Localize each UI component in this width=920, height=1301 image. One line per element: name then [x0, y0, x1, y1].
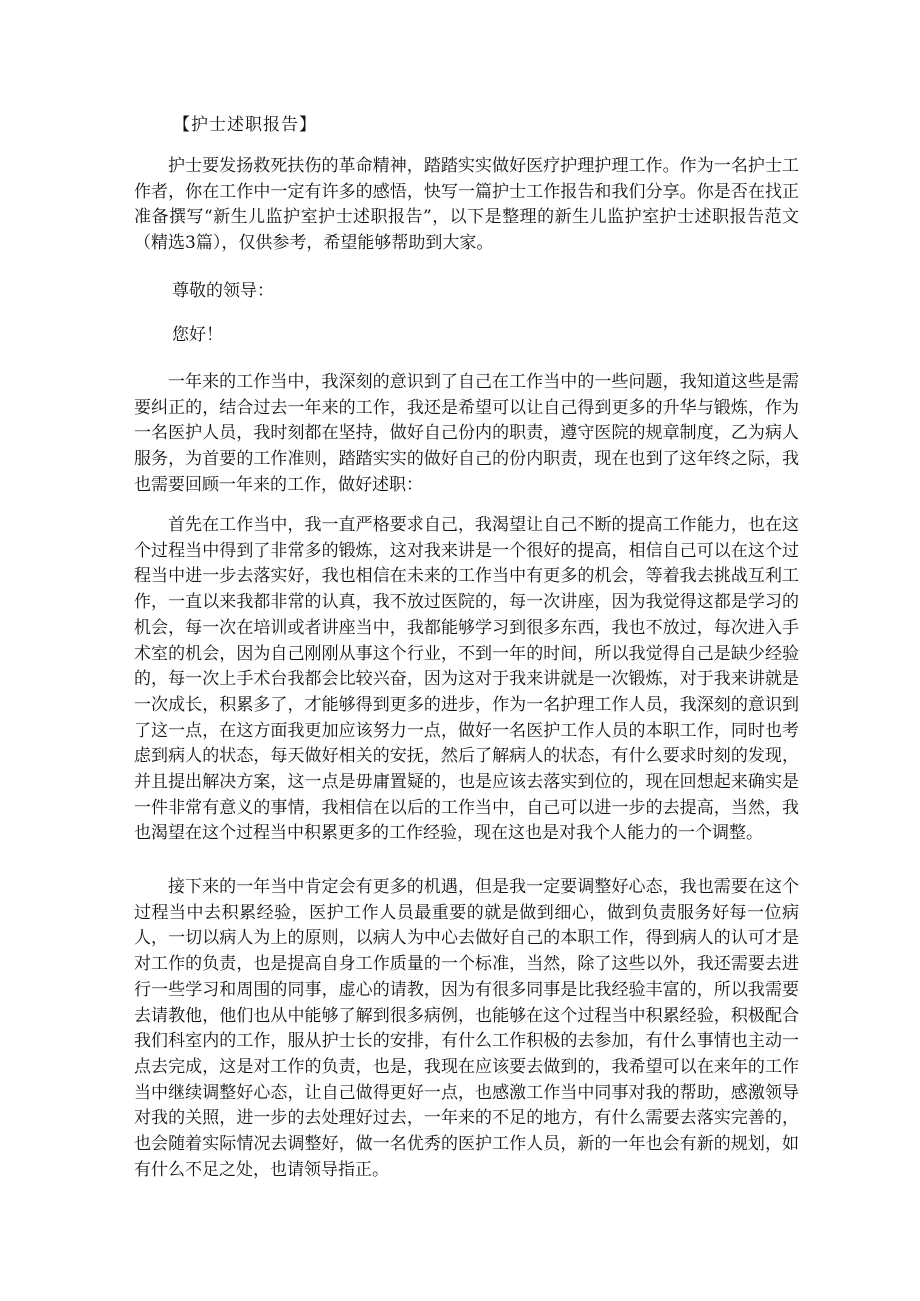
salutation: 尊敬的领导：: [172, 281, 274, 301]
body-paragraph: 首先在工作当中，我一直严格要求自己，我渴望让自己不断的提高工作能力，也在这个过程当中得到了非常多的锻炼，这对我来讲是一个很好的提高，相信自己可以在这个过程当中进一步去落实好，我也相信在未来的工作当中有更多的机会，等着我去挑战互利工作，一直以来我都非常的认真，我不放过医院的，每一次讲座，因为我觉得这都是学习的机会，每一次在培训或者讲座当中，我都能够学习到很多东西，我也不放过，每次进入手术室的机会，因为自己刚刚从事这个行业，不到一年的时间，所以我觉得自己是缺少经验的，每一次上手术台我都会比较兴奋，因为这对于我来讲就是一次锻炼，对于我来讲就是一次成长，积累多了，才能够得到更多的进步，作为一名护理工作人员，我深刻的意识到了这一点，在这方面我更加应该努力一点，做好一名医护工作人员的本职工作，同时也考虑到病人的状态，每天做好相关的安抚，然后了解病人的状态，有什么要求时刻的发现，并且提出解决方案，这一点是毋庸置疑的，也是应该去落实到位的，现在回想起来确实是一件非常有意义的事情，我相信在以后的工作当中，自己可以进一步的去提高，当然，我也渴望在这个过程当中积累更多的工作经验，现在这也是对我个人能力的一个调整。: [134, 515, 799, 844]
document-title: 【护士述职报告】: [173, 115, 317, 135]
greeting: 您好！: [172, 325, 223, 345]
body-paragraph: 一年来的工作当中，我深刻的意识到了自己在工作当中的一些问题，我知道这些是需要纠正的，结合过去一年来的工作，我还是希望可以让自己得到更多的升华与锻炼，作为一名医护人员，我时刻都在坚持，做好自己份内的职责，遵守医院的规章制度，乙为病人服务，为首要的工作准则，踏踏实实的做好自己的份内职责，现在也到了这年终之际，我也需要回顾一年来的工作，做好述职：: [134, 372, 799, 495]
body-paragraph: 接下来的一年当中肯定会有更多的机遇，但是我一定要调整好心态，我也需要在这个过程当中去积累经验，医护工作人员最重要的就是做到细心，做到负责服务好每一位病人，一切以病人为上的原则，以病人为中心去做好自己的本职工作，得到病人的认可才是对工作的负责，也是提高自身工作质量的一个标准，当然，除了这些以外，我还需要去进行一些学习和周围的同事，虚心的请教，因为有很多同事是比我经验丰富的，所以我需要去请教他，他们也从中能够了解到很多病例，也能够在这个过程当中积累经验，积极配合我们科室内的工作，服从护士长的安排，有什么工作积极的去参加，有什么事情也主动一点去完成，这是对工作的负责，也是，我现在应该要去做到的，我希望可以在来年的工作当中继续调整好心态，让自己做得更好一点，也感激工作当中同事对我的帮助，感激领导对我的关照，进一步的去处理好过去，一年来的不足的地方，有什么需要去落实完善的，也会随着实际情况去调整好，做一名优秀的医护工作人员，新的一年也会有新的规划，如有什么不足之处，也请领导指正。: [134, 877, 799, 1180]
intro-paragraph: 护士要发扬救死扶伤的革命精神，踏踏实实做好医疗护理护理工作。作为一名护士工作者，你在工作中一定有许多的感悟，快写一篇护士工作报告和我们分享。你是否在找正准备撰写“新生儿监护室护士述职报告”，以下是整理的新生儿监护室护士述职报告范文（精选3篇），仅供参考，希望能够帮助到大家。: [134, 156, 799, 254]
